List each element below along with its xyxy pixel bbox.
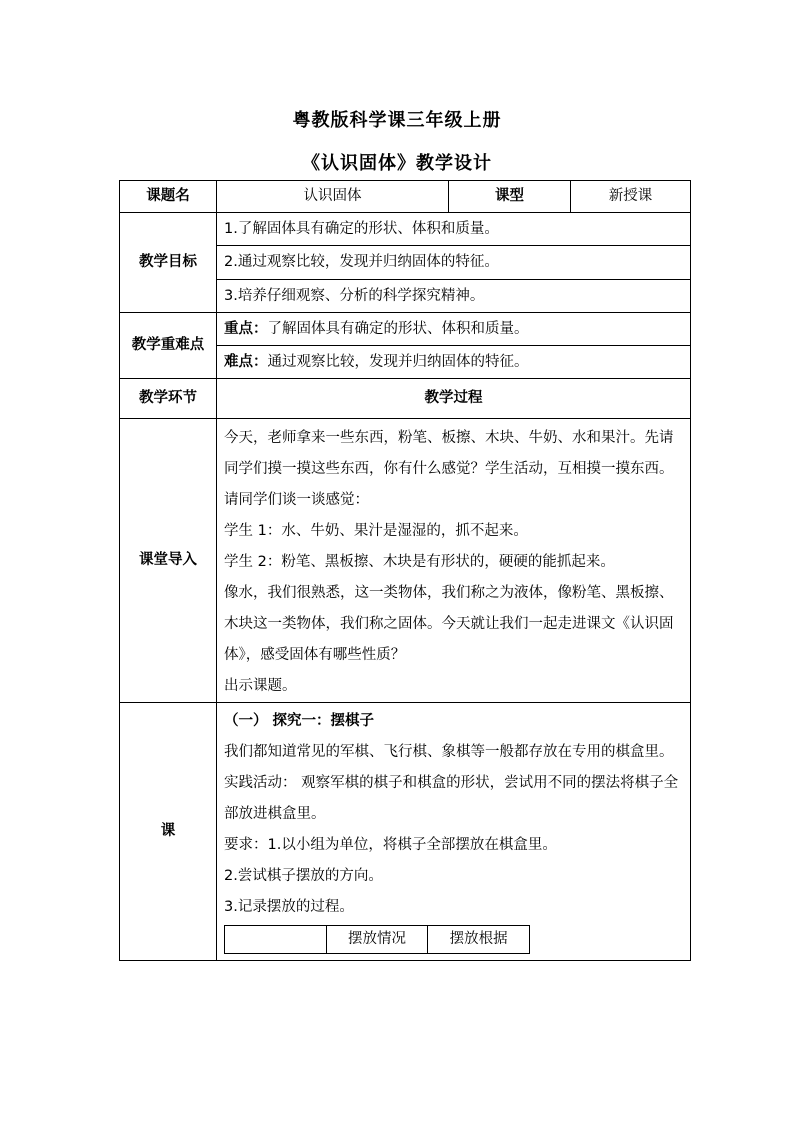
intro-label: 课堂导入 [120, 419, 217, 703]
intro-row [120, 419, 691, 703]
lesson-row [120, 703, 691, 961]
difficulty-text: 通过观察比较，发现并归纳固体的特征。 [267, 353, 529, 370]
difficulty-cell [217, 346, 691, 379]
topic-value: 认识固体 [217, 181, 449, 213]
objective-item: 2.通过观察比较，发现并归纳固体的特征。 [217, 246, 691, 280]
key-points-label: 教学重难点 [120, 313, 217, 379]
record-header-situation: 摆放情况 [326, 926, 428, 954]
type-value: 新授课 [571, 181, 691, 213]
key-point-label: 重点： [224, 320, 268, 337]
lesson-paragraph: 实践活动： 观察军棋的棋子和棋盒的形状，尝试用不同的摆法将棋子全部放进棋盒里。 [224, 775, 679, 822]
record-header-blank [225, 926, 327, 954]
type-label: 课型 [449, 181, 571, 213]
objectives-label: 教学目标 [120, 213, 217, 313]
record-header-basis: 摆放根据 [428, 926, 530, 954]
lesson-paragraph: 3.记录摆放的过程。 [224, 899, 354, 915]
process-header-row [120, 379, 691, 419]
document-subtitle: 《认识固体》教学设计 [302, 153, 492, 174]
lesson-label: 课 [120, 703, 217, 961]
intro-paragraph: 请同学们谈一谈感觉： [224, 492, 369, 508]
stage-header: 教学环节 [120, 379, 217, 419]
process-header: 教学过程 [217, 379, 691, 419]
difficulty-label: 难点： [224, 353, 268, 370]
key-point-text: 了解固体具有确定的形状、体积和质量。 [267, 320, 529, 337]
key-point-row [120, 313, 691, 346]
intro-content [217, 419, 691, 703]
objective-item: 3.培养仔细观察、分析的科学探究精神。 [217, 280, 691, 313]
key-point-cell [217, 313, 691, 346]
section-title: （一） 探究一：摆棋子 [224, 713, 375, 729]
lesson-plan-table [119, 180, 691, 961]
intro-paragraph: 学生 1：水、牛奶、果汁是湿湿的，抓不起来。 [224, 523, 528, 539]
intro-paragraph: 学生 2：粉笔、黑板擦、木块是有形状的，硬硬的能抓起来。 [224, 554, 615, 570]
lesson-content [217, 703, 691, 961]
lesson-paragraph: 我们都知道常见的军棋、飞行棋、象棋等一般都存放在专用的棋盒里。 [224, 744, 674, 760]
placement-record-table [224, 925, 530, 954]
topic-row [120, 181, 691, 213]
intro-paragraph: 像水，我们很熟悉，这一类物体，我们称之为液体，像粉笔、黑板擦、木块这一类物体，我们称之固体。今天就让我们一起走进课文《认识固体》，感受固体有哪些性质？ [224, 585, 674, 663]
record-header-row [225, 926, 530, 954]
intro-paragraph: 今天，老师拿来一些东西，粉笔、板擦、木块、牛奶、水和果汁。先请同学们摸一摸这些东西，你有什么感觉？学生活动，互相摸一摸东西。 [224, 430, 674, 477]
document-title: 粤教版科学课三年级上册 [292, 110, 502, 131]
objective-item: 1.了解固体具有确定的形状、体积和质量。 [217, 213, 691, 246]
objective-row [120, 213, 691, 246]
intro-paragraph: 出示课题。 [224, 678, 297, 694]
lesson-paragraph: 要求：1.以小组为单位，将棋子全部摆放在棋盒里。 [224, 837, 557, 853]
lesson-paragraph: 2.尝试棋子摆放的方向。 [224, 868, 383, 884]
topic-label: 课题名 [120, 181, 217, 213]
